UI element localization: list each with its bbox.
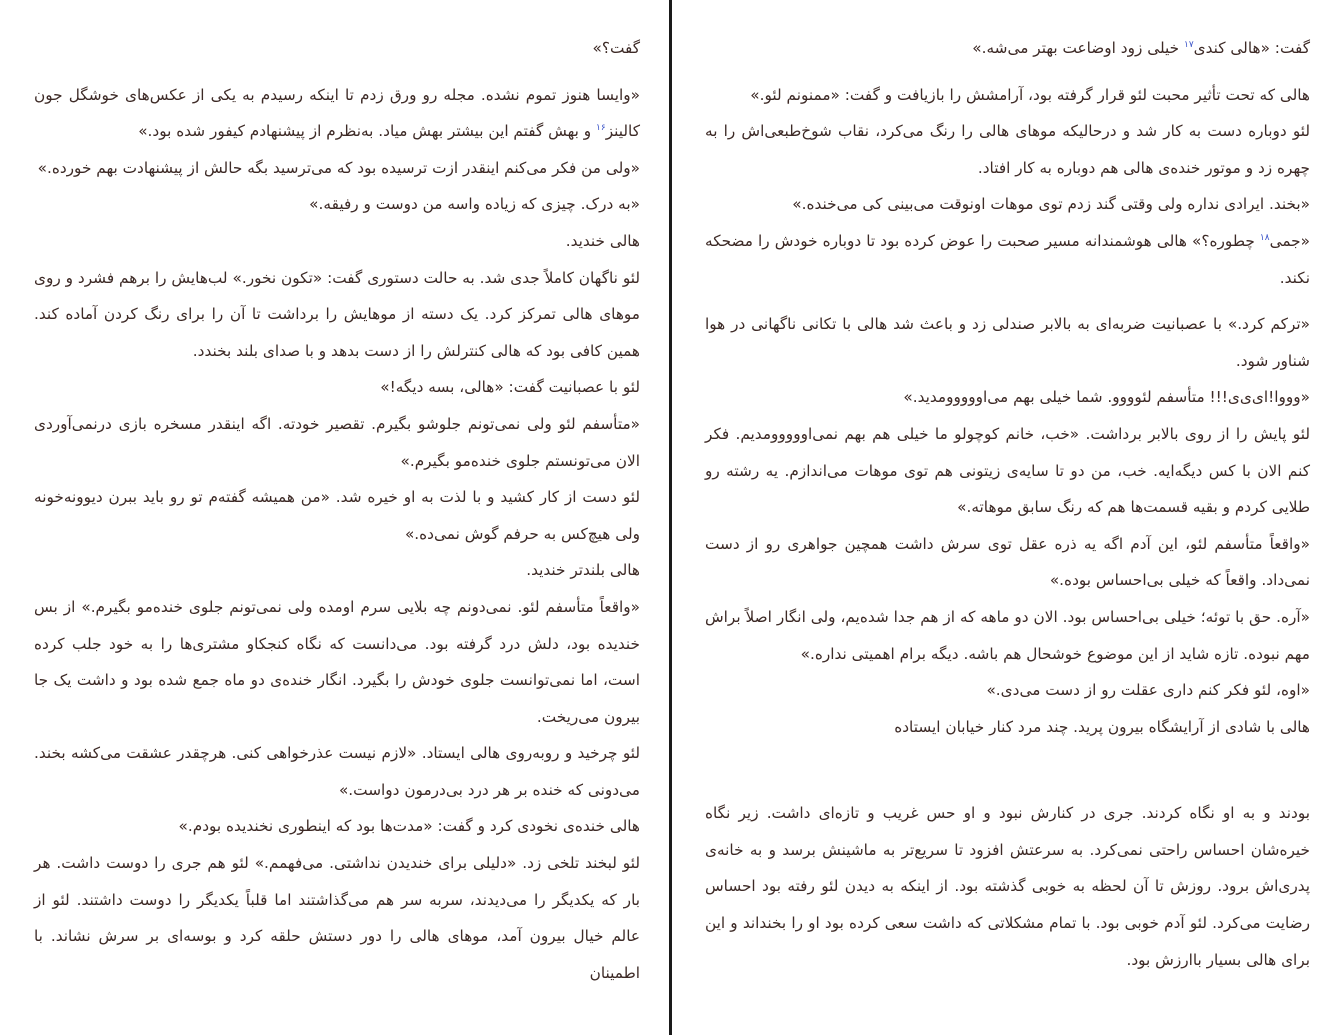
footnote-17-link[interactable]: ۱۷ bbox=[1184, 39, 1194, 50]
paragraph bbox=[705, 223, 1310, 296]
paragraph: لئو ناگهان کاملاً جدی شد. به حالت دستوری گفت: «تکون نخور.» لب‌هایش را برهم فشرد و روی موهای هالی تمرکز کرد. یک دسته از موهایش را برداشت تا آن را برای رنگ کردن آماده کند. همین کافی بود که هالی کنترلش را از دست بدهد و با صدای بلند بخندد. bbox=[34, 268, 640, 360]
right-page bbox=[705, 30, 1310, 1020]
paragraph: لئو دست از کار کشید و با لذت به او خیره شد. «من همیشه گفته‌م تو رو باید ببرن دیوونه‌خونه ولی هیچ‌کس به حرفم گوش نمی‌ده.» bbox=[34, 488, 640, 543]
paragraph: گفت؟» bbox=[592, 39, 640, 57]
paragraph: هالی با شادی از آرایشگاه بیرون پرید. چند مرد کنار خیابان ایستاده bbox=[894, 717, 1310, 736]
left-page bbox=[34, 30, 640, 1020]
paragraph: هالی بلندتر خندید. bbox=[526, 561, 640, 580]
paragraph: «ترکم کرد.» با عصبانیت ضربه‌ای به بالابر صندلی زد و باعث شد هالی با تکانی ناگهانی در هوا شناور شود. bbox=[705, 315, 1310, 370]
paragraph-text: خیلی زود اوضاعت بهتر می‌شه.» bbox=[972, 39, 1184, 57]
paragraph-text: «وایسا هنوز تموم نشده. مجله رو ورق زدم تا اینکه رسیدم به یکی از عکس‌های خوشگل جون کالینز bbox=[34, 85, 640, 141]
paragraph: لئو پایش را از روی بالابر برداشت. «خب، خانم کوچولو ما خیلی هم بهم نمی‌اووووومدیم. فکر کنم الان با کس دیگه‌ایه. خب، من دو تا سایه‌ی زیتونی هم توی موهات می‌اندازم. یه رشته رو طلایی کردم و بقیه قسمت‌ها هم که رنگ سابق موهاته.» bbox=[705, 424, 1310, 517]
paragraph: هالی خندید. bbox=[565, 231, 640, 250]
paragraph: «آره. حق با توئه؛ خیلی بی‌احساس بود. الان دو ماهه که از هم جدا شده‌یم، ولی انگار اصلاً براش مهم نبوده. تازه شاید از این موضوع خوشحال هم باشه. دیگه برام اهمیتی نداره.» bbox=[705, 607, 1310, 663]
footnote-16-link[interactable]: ۱۶ bbox=[596, 123, 606, 134]
paragraph: لئو چرخید و روبه‌روی هالی ایستاد. «لازم نیست عذرخواهی کنی. هرچقدر عشقت می‌کشه بخند. می‌دونی که خنده بر هر درد بی‌درمون دواست.» bbox=[34, 744, 640, 799]
paragraph-text: گفت: «هالی کندی bbox=[1193, 39, 1310, 57]
paragraph: «بخند. ایرادی نداره ولی وقتی گند زدم توی موهات اونوقت می‌بینی کی می‌خنده.» bbox=[792, 195, 1310, 214]
paragraph-text: و بهش گفتم این بیشتر بهش میاد. به‌نظرم از پیشنهادم کیفور شده بود.» bbox=[138, 122, 597, 141]
paragraph: لئو با عصبانیت گفت: «هالی، بسه دیگه!» bbox=[380, 378, 640, 397]
paragraph: هالی خنده‌ی نخودی کرد و گفت: «مدت‌ها بود که اینطوری نخندیده بودم.» bbox=[178, 817, 640, 836]
footnote-18-link[interactable]: ۱۸ bbox=[1259, 232, 1270, 243]
paragraph: لئو دوباره دست به کار شد و درحالیکه موهای هالی را رنگ می‌کرد، نقاب شوخ‌طبعی‌اش را به چهره زد و موتور خنده‌ی هالی هم دوباره به کار افتاد. bbox=[705, 122, 1310, 177]
paragraph-text: «جمی bbox=[1269, 231, 1310, 250]
paragraph: «به درک. چیزی که زیاده واسه من دوست و رفیقه.» bbox=[309, 195, 640, 214]
paragraph: هالی که تحت تأثیر محبت لئو قرار گرفته بود، آرامشش را بازیافت و گفت: «ممنونم لئو.» bbox=[750, 85, 1310, 104]
paragraph: «وووا!ای‌ی‌ی!!! متأسفم لئوووو. شما خیلی بهم می‌اووووومدید.» bbox=[903, 388, 1310, 407]
paragraph: «ولی من فکر می‌کنم اینقدر ازت ترسیده بود که می‌ترسید بگه حالش از پیشنهادت بهم خورده.» bbox=[37, 158, 640, 177]
paragraph: «واقعاً متأسفم لئو. نمی‌دونم چه بلایی سرم اومده ولی نمی‌تونم جلوی خنده‌مو بگیرم.» از بس خندیده بود، دلش درد گرفته بود. می‌دانست که نگاه کنجکاو مشتری‌ها را به خود جلب کرده است، اما نمی‌توانست جلوی خودش را بگیرد. انگار خنده‌ی دو ماه جمع شده بود و داشت یک جا بیرون می‌ریخت. bbox=[34, 597, 640, 726]
page-divider bbox=[669, 0, 672, 1035]
paragraph: «اوه، لئو فکر کنم داری عقلت رو از دست می‌دی.» bbox=[986, 681, 1310, 700]
paragraph: بودند و به او نگاه کردند. جری در کنارش نبود و او حس غریب و تازه‌ای داشت. زیر نگاه خیره‌شان احساس راحتی نمی‌کرد. به سرعتش افزود تا سریع‌تر به ماشینش برسد و به خانه‌ی پدری‌اش برود. روزش تا آن لحظه به خوبی گذشته بود. از اینکه به دیدن لئو رفته بود احساس رضایت می‌کرد. لئو آدم خوبی بود. با تمام مشکلاتی که داشت سعی کرده بود او را بخنداند و این برای هالی بسیار باارزش بود. bbox=[705, 804, 1310, 969]
paragraph: لئو لبخند تلخی زد. «دلیلی برای خندیدن نداشتی. می‌فهمم.» لئو هم جری را دوست داشت. هر بار که یکدیگر را می‌دیدند، سربه سر هم می‌گذاشتند اما قلباً یکدیگر را دوست داشتند. لئو از عالم خیال بیرون آمد، موهای هالی را دور دستش حلقه کرد و بوسه‌ای بر سرش نشاند. با اطمینان bbox=[34, 854, 640, 982]
paragraph: «متأسفم لئو ولی نمی‌تونم جلوشو بگیرم. تقصیر خودته. اگه اینقدر مسخره بازی درنمی‌آوردی الان می‌تونستم جلوی خنده‌مو بگیرم.» bbox=[34, 414, 640, 470]
paragraph bbox=[34, 77, 640, 150]
paragraph bbox=[705, 30, 1310, 67]
paragraph-text: چطوره؟» هالی هوشمندانه مسیر صحبت را عوض کرده بود تا دوباره خودش را مضحکه نکند. bbox=[705, 231, 1310, 287]
paragraph: «واقعاً متأسفم لئو، این آدم اگه یه ذره عقل توی سرش داشت همچین جواهری رو از دست نمی‌داد. واقعاً که خیلی بی‌احساس بوده.» bbox=[705, 534, 1310, 590]
